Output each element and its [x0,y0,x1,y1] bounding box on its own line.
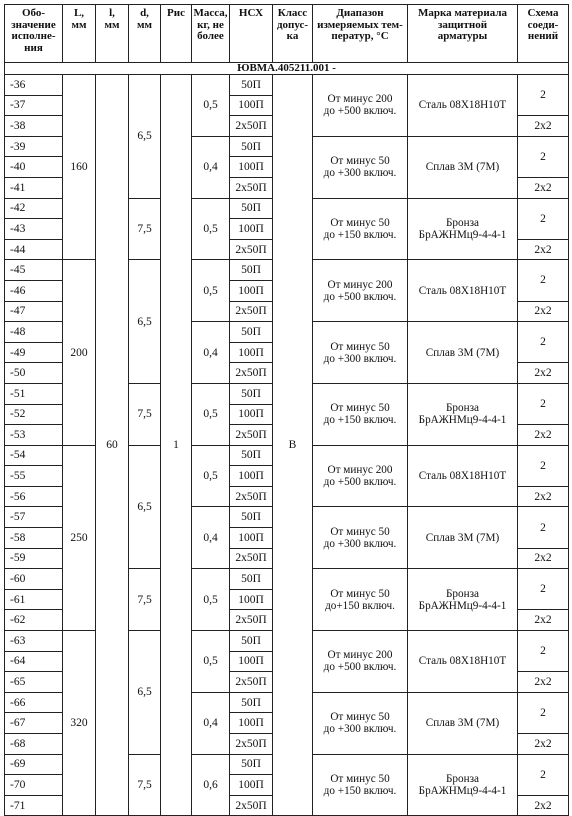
nsh-value: 50П [230,383,273,404]
nsh-value: 100П [230,589,273,610]
L-value: 160 [63,75,96,260]
connection-scheme: 2 [518,754,569,795]
variant-code: -66 [5,692,63,713]
connection-scheme: 2 [518,383,569,424]
col-header-diapazon: Диапазон измеряемых тем- ператур, °С [313,5,408,63]
col-header-shema: Схема соеди- нений [518,5,569,63]
mass-value: 0,4 [192,136,230,198]
temperature-range: От минус 50 до +150 включ. [313,754,408,816]
nsh-value: 2х50П [230,363,273,384]
nsh-value: 50П [230,260,273,281]
nsh-value: 2х50П [230,548,273,569]
spec-document [4,4,568,812]
L-value: 250 [63,445,96,630]
variant-code: -55 [5,466,63,487]
col-header-nsh: НСХ [230,5,273,63]
d-value: 6,5 [129,445,161,569]
d-value: 6,5 [129,631,161,755]
document-designation: ЮВМА.405211.001 - [5,63,569,75]
col-header-d: d, мм [129,5,161,63]
temperature-range: От минус 50 до +300 включ. [313,322,408,384]
temperature-range: От минус 50 до +150 включ. [313,383,408,445]
col-header-marka: Марка материала защитной арматуры [408,5,518,63]
mass-value: 0,5 [192,445,230,507]
nsh-value: 2х50П [230,734,273,755]
temperature-range: От минус 50 до +300 включ. [313,507,408,569]
d-value: 7,5 [129,569,161,631]
connection-scheme: 2 [518,198,569,239]
temperature-range: От минус 200 до +500 включ. [313,445,408,507]
mass-value: 0,4 [192,692,230,754]
nsh-value: 2х50П [230,301,273,322]
sheath-material: Сталь 08Х18Н10Т [408,260,518,322]
connection-scheme-alt: 2х2 [518,672,569,693]
connection-scheme-alt: 2х2 [518,363,569,384]
sheath-material: Сплав 3М (7М) [408,692,518,754]
nsh-value: 50П [230,198,273,219]
sheath-material: Сталь 08Х18Н10Т [408,631,518,693]
variant-code: -63 [5,631,63,652]
temperature-range: От минус 200 до +500 включ. [313,631,408,693]
connection-scheme-alt: 2х2 [518,239,569,260]
connection-scheme: 2 [518,75,569,116]
sheath-material: Сплав 3М (7М) [408,322,518,384]
nsh-value: 100П [230,775,273,796]
variant-code: -57 [5,507,63,528]
variant-code: -60 [5,569,63,590]
table-body [5,75,569,816]
variant-code: -46 [5,280,63,301]
connection-scheme-alt: 2х2 [518,177,569,198]
nsh-value: 100П [230,280,273,301]
nsh-value: 100П [230,466,273,487]
variant-code: -42 [5,198,63,219]
L-value: 200 [63,260,96,445]
sheath-material: Бронза БрАЖНМц9-4-4-1 [408,754,518,816]
nsh-value: 50П [230,754,273,775]
table-row [5,75,569,96]
col-header-klass: Класс допус- ка [273,5,313,63]
sheath-material: Бронза БрАЖНМц9-4-4-1 [408,569,518,631]
d-value: 7,5 [129,754,161,816]
nsh-value: 50П [230,631,273,652]
variant-code: -70 [5,775,63,796]
variant-code: -67 [5,713,63,734]
nsh-value: 2х50П [230,116,273,137]
connection-scheme-alt: 2х2 [518,425,569,446]
nsh-value: 50П [230,322,273,343]
connection-scheme-alt: 2х2 [518,610,569,631]
temperature-range: От минус 50 до +150 включ. [313,198,408,260]
variant-code: -43 [5,219,63,240]
variant-code: -47 [5,301,63,322]
temperature-range: От минус 50 до +300 включ. [313,136,408,198]
nsh-value: 50П [230,136,273,157]
connection-scheme-alt: 2х2 [518,734,569,755]
connection-scheme: 2 [518,322,569,363]
sheath-material: Бронза БрАЖНМц9-4-4-1 [408,383,518,445]
variant-code: -54 [5,445,63,466]
variant-code: -53 [5,425,63,446]
variant-code: -62 [5,610,63,631]
connection-scheme: 2 [518,445,569,486]
nsh-value: 2х50П [230,239,273,260]
mass-value: 0,6 [192,754,230,816]
variant-code: -61 [5,589,63,610]
sheath-material: Сталь 08Х18Н10Т [408,445,518,507]
variant-code: -65 [5,672,63,693]
nsh-value: 2х50П [230,672,273,693]
variant-code: -36 [5,75,63,96]
mass-value: 0,5 [192,383,230,445]
nsh-value: 100П [230,342,273,363]
variant-code: -38 [5,116,63,137]
connection-scheme: 2 [518,136,569,177]
nsh-value: 100П [230,651,273,672]
variant-code: -39 [5,136,63,157]
nsh-value: 2х50П [230,425,273,446]
d-value: 6,5 [129,75,161,199]
connection-scheme: 2 [518,692,569,733]
variant-code: -45 [5,260,63,281]
variant-code: -50 [5,363,63,384]
variant-code: -68 [5,734,63,755]
variant-code: -69 [5,754,63,775]
nsh-value: 2х50П [230,486,273,507]
header-row [5,5,569,63]
connection-scheme: 2 [518,260,569,301]
mass-value: 0,4 [192,507,230,569]
variant-code: -48 [5,322,63,343]
temperature-range: От минус 50 до+150 включ. [313,569,408,631]
tolerance-class: B [273,75,313,816]
nsh-value: 100П [230,219,273,240]
col-header-massa: Масса, кг, не более [192,5,230,63]
col-header-L: L, мм [63,5,96,63]
nsh-value: 100П [230,528,273,549]
variant-code: -71 [5,795,63,816]
temperature-range: От минус 50 до +300 включ. [313,692,408,754]
sheath-material: Сплав 3М (7М) [408,507,518,569]
nsh-value: 50П [230,569,273,590]
d-value: 7,5 [129,198,161,260]
nsh-value: 2х50П [230,795,273,816]
nsh-value: 2х50П [230,177,273,198]
figure-number: 1 [161,75,192,816]
variant-code: -59 [5,548,63,569]
variant-code: -56 [5,486,63,507]
d-value: 7,5 [129,383,161,445]
connection-scheme: 2 [518,631,569,672]
variant-code: -40 [5,157,63,178]
sheath-material: Сталь 08Х18Н10Т [408,75,518,137]
temperature-range: От минус 200 до +500 включ. [313,75,408,137]
temperature-range: От минус 200 до +500 включ. [313,260,408,322]
nsh-value: 50П [230,692,273,713]
connection-scheme-alt: 2х2 [518,795,569,816]
variant-code: -52 [5,404,63,425]
nsh-value: 100П [230,713,273,734]
col-header-l: l, мм [96,5,129,63]
connection-scheme-alt: 2х2 [518,548,569,569]
connection-scheme-alt: 2х2 [518,486,569,507]
sheath-material: Бронза БрАЖНМц9-4-4-1 [408,198,518,260]
variant-code: -41 [5,177,63,198]
subheader-row [5,63,569,75]
nsh-value: 50П [230,445,273,466]
mass-value: 0,4 [192,322,230,384]
nsh-value: 100П [230,404,273,425]
nsh-value: 50П [230,507,273,528]
mass-value: 0,5 [192,260,230,322]
L-value: 320 [63,631,96,816]
variant-code: -51 [5,383,63,404]
variant-code: -49 [5,342,63,363]
connection-scheme: 2 [518,569,569,610]
connection-scheme: 2 [518,507,569,548]
mass-value: 0,5 [192,198,230,260]
connection-scheme-alt: 2х2 [518,116,569,137]
mass-value: 0,5 [192,569,230,631]
variant-code: -37 [5,95,63,116]
nsh-value: 50П [230,75,273,96]
nsh-value: 100П [230,95,273,116]
variant-code: -58 [5,528,63,549]
connection-scheme-alt: 2х2 [518,301,569,322]
spec-table [4,4,569,816]
mass-value: 0,5 [192,75,230,137]
sheath-material: Сплав 3М (7М) [408,136,518,198]
col-header-oboznachenie: Обо- значение исполне- ния [5,5,63,63]
nsh-value: 2х50П [230,610,273,631]
variant-code: -44 [5,239,63,260]
col-header-ris: Рис [161,5,192,63]
l-value: 60 [96,75,129,816]
mass-value: 0,5 [192,631,230,693]
variant-code: -64 [5,651,63,672]
nsh-value: 100П [230,157,273,178]
d-value: 6,5 [129,260,161,384]
